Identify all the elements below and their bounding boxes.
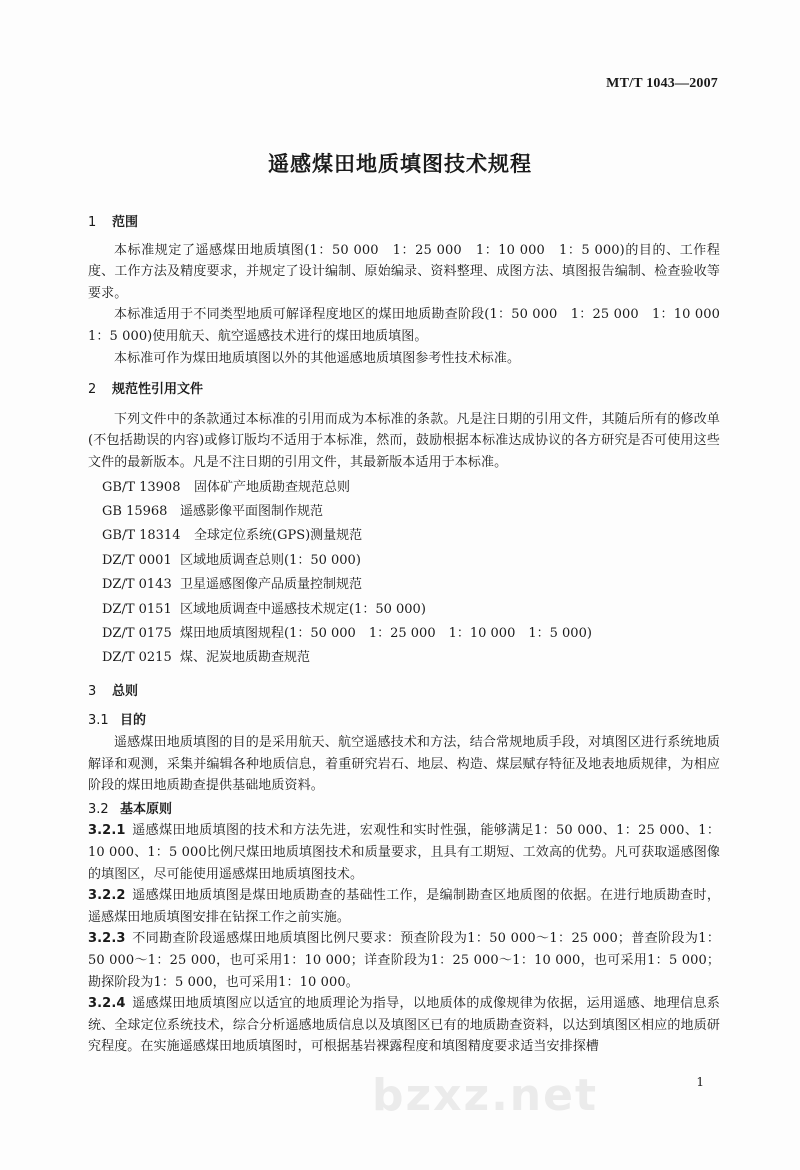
reference-name: 煤田地质填图规程(1：50 000 1：25 000 1：10 000 1：5 000) bbox=[180, 625, 592, 641]
clause-paragraph bbox=[88, 993, 720, 1058]
paragraph: 本标准可作为煤田地质填图以外的其他遥感地质填图参考性技术标准。 bbox=[114, 350, 521, 366]
clause-paragraph bbox=[88, 885, 720, 928]
reference-item bbox=[102, 524, 720, 548]
section-1-heading bbox=[88, 212, 720, 234]
subsection-3-1-heading bbox=[88, 710, 720, 732]
section-3-heading bbox=[88, 681, 720, 703]
paragraph: 本标准规定了遥感煤田地质填图(1：50 000 1：25 000 1：10 000 1：5 000)的目的、工作程度、工作方法及精度要求，并规定了设计编制、原始编录、资料整理、成图方法、填图报告编制、检查验收等要求。 bbox=[88, 242, 720, 301]
subsection-title: 目的 bbox=[120, 713, 147, 729]
document-title: 遥感煤田地质填图技术规程 bbox=[268, 152, 532, 176]
paragraph: 遥感煤田地质填图的目的是采用航天、航空遥感技术和方法，结合常规地质手段，对填图区进行系统地质解译和观测，采集并编辑各种地质信息，着重研究岩石、地层、构造、煤层赋存特征及地表地质规律，为相应阶段的煤田地质勘查提供基础地质资料。 bbox=[88, 734, 720, 794]
reference-name: 遥感影像平面图制作规范 bbox=[180, 503, 324, 519]
section-title: 规范性引用文件 bbox=[112, 382, 204, 398]
reference-code: DZ/T 0001 bbox=[102, 552, 172, 568]
reference-list bbox=[102, 476, 720, 671]
paragraph: 本标准适用于不同类型地质可解译程度地区的煤田地质勘查阶段(1：50 000 1：25 000 1：10 000 1：5 000)使用航天、航空遥感技术进行的煤田地质填图。 bbox=[88, 307, 734, 344]
section-number: 1 bbox=[88, 215, 97, 230]
reference-name: 区域地质调查总则(1：50 000) bbox=[180, 552, 361, 568]
clause-text: 遥感煤田地质填图是煤田地质勘查的基础性工作，是编制勘查区地质图的依据。在进行地质勘查时，遥感煤田地质填图安排在钻探工作之前实施。 bbox=[88, 888, 720, 925]
reference-code: DZ/T 0175 bbox=[102, 625, 172, 641]
section-number: 3 bbox=[88, 683, 97, 699]
reference-item bbox=[102, 549, 720, 573]
reference-item bbox=[102, 622, 720, 646]
subsection-number: 3.1 bbox=[88, 713, 109, 729]
clause-number: 3.2.1 bbox=[88, 823, 126, 839]
clause-text: 遥感煤田地质填图的技术和方法先进，宏观性和实时性强，能够满足1：50 000、1：25 000、1：10 000、1：5 000比例尺煤田地质填图技术和质量要求，且具有工期短、工效高的优势。凡可获取遥感图像的填图区，尽可能使用遥感煤田地质填图技术。 bbox=[88, 823, 720, 882]
reference-name: 煤、泥炭地质勘查规范 bbox=[180, 650, 311, 666]
reference-item bbox=[102, 476, 720, 500]
reference-code: GB/T 13908 bbox=[102, 479, 181, 495]
section-title: 范围 bbox=[112, 215, 139, 230]
reference-name: 全球定位系统(GPS)测量规范 bbox=[194, 528, 363, 544]
document-body bbox=[88, 212, 734, 1058]
subsection-title: 基本原则 bbox=[120, 801, 173, 817]
page-number: 1 bbox=[696, 1075, 704, 1089]
clause-paragraph bbox=[88, 928, 720, 993]
reference-code: DZ/T 0151 bbox=[102, 601, 172, 617]
reference-item bbox=[102, 500, 720, 524]
reference-name: 区域地质调查中遥感技术规定(1：50 000) bbox=[180, 601, 426, 617]
subsection-3-2-heading bbox=[88, 799, 720, 821]
section-2-heading bbox=[88, 379, 720, 401]
reference-name: 固体矿产地质勘查规范总则 bbox=[194, 479, 351, 495]
reference-code: DZ/T 0143 bbox=[102, 577, 172, 593]
section-title: 总则 bbox=[112, 683, 139, 699]
standard-code: MT/T 1043—2007 bbox=[606, 76, 718, 91]
reference-item bbox=[102, 598, 720, 622]
clause-number: 3.2.3 bbox=[88, 931, 126, 947]
reference-item bbox=[102, 646, 720, 670]
clause-number: 3.2.4 bbox=[88, 996, 126, 1012]
clause-number: 3.2.2 bbox=[88, 888, 126, 904]
clause-text: 不同勘查阶段遥感煤田地质填图比例尺要求：预查阶段为1：50 000～1：25 000；普查阶段为1：50 000～1：25 000，也可采用1：10 000；详查阶段为1：25 000～1：10 000，也可采用1：5 000；勘探阶段为1：5 000，也可采用1：10 000。 bbox=[88, 931, 720, 990]
clause-text: 遥感煤田地质填图应以适宜的地质理论为指导，以地质体的成像规律为依据，运用遥感、地理信息系统、全球定位系统技术，综合分析遥感地质信息以及填图区已有的地质勘查资料，以达到填图区相应的地质研究程度。在实施遥感煤田地质填图时，可根据基岩裸露程度和填图精度要求适当安排探槽 bbox=[88, 996, 720, 1055]
reference-code: GB 15968 bbox=[102, 503, 168, 519]
section-number: 2 bbox=[88, 382, 97, 398]
reference-item bbox=[102, 573, 720, 597]
subsection-number: 3.2 bbox=[88, 801, 109, 817]
paragraph: 下列文件中的条款通过本标准的引用而成为本标准的条款。凡是注日期的引用文件，其随后所有的修改单(不包括勘误的内容)或修订版均不适用于本标准，然而，鼓励根据本标准达成协议的各方研究是否可使用这些文件的最新版本。凡是不注日期的引用文件，其最新版本适用于本标准。 bbox=[88, 411, 720, 470]
reference-code: GB/T 18314 bbox=[102, 528, 181, 544]
reference-name: 卫星遥感图像产品质量控制规范 bbox=[180, 577, 363, 593]
reference-code: DZ/T 0215 bbox=[102, 650, 172, 666]
watermark: bzxz.net bbox=[372, 1070, 599, 1121]
clause-paragraph bbox=[88, 820, 720, 885]
